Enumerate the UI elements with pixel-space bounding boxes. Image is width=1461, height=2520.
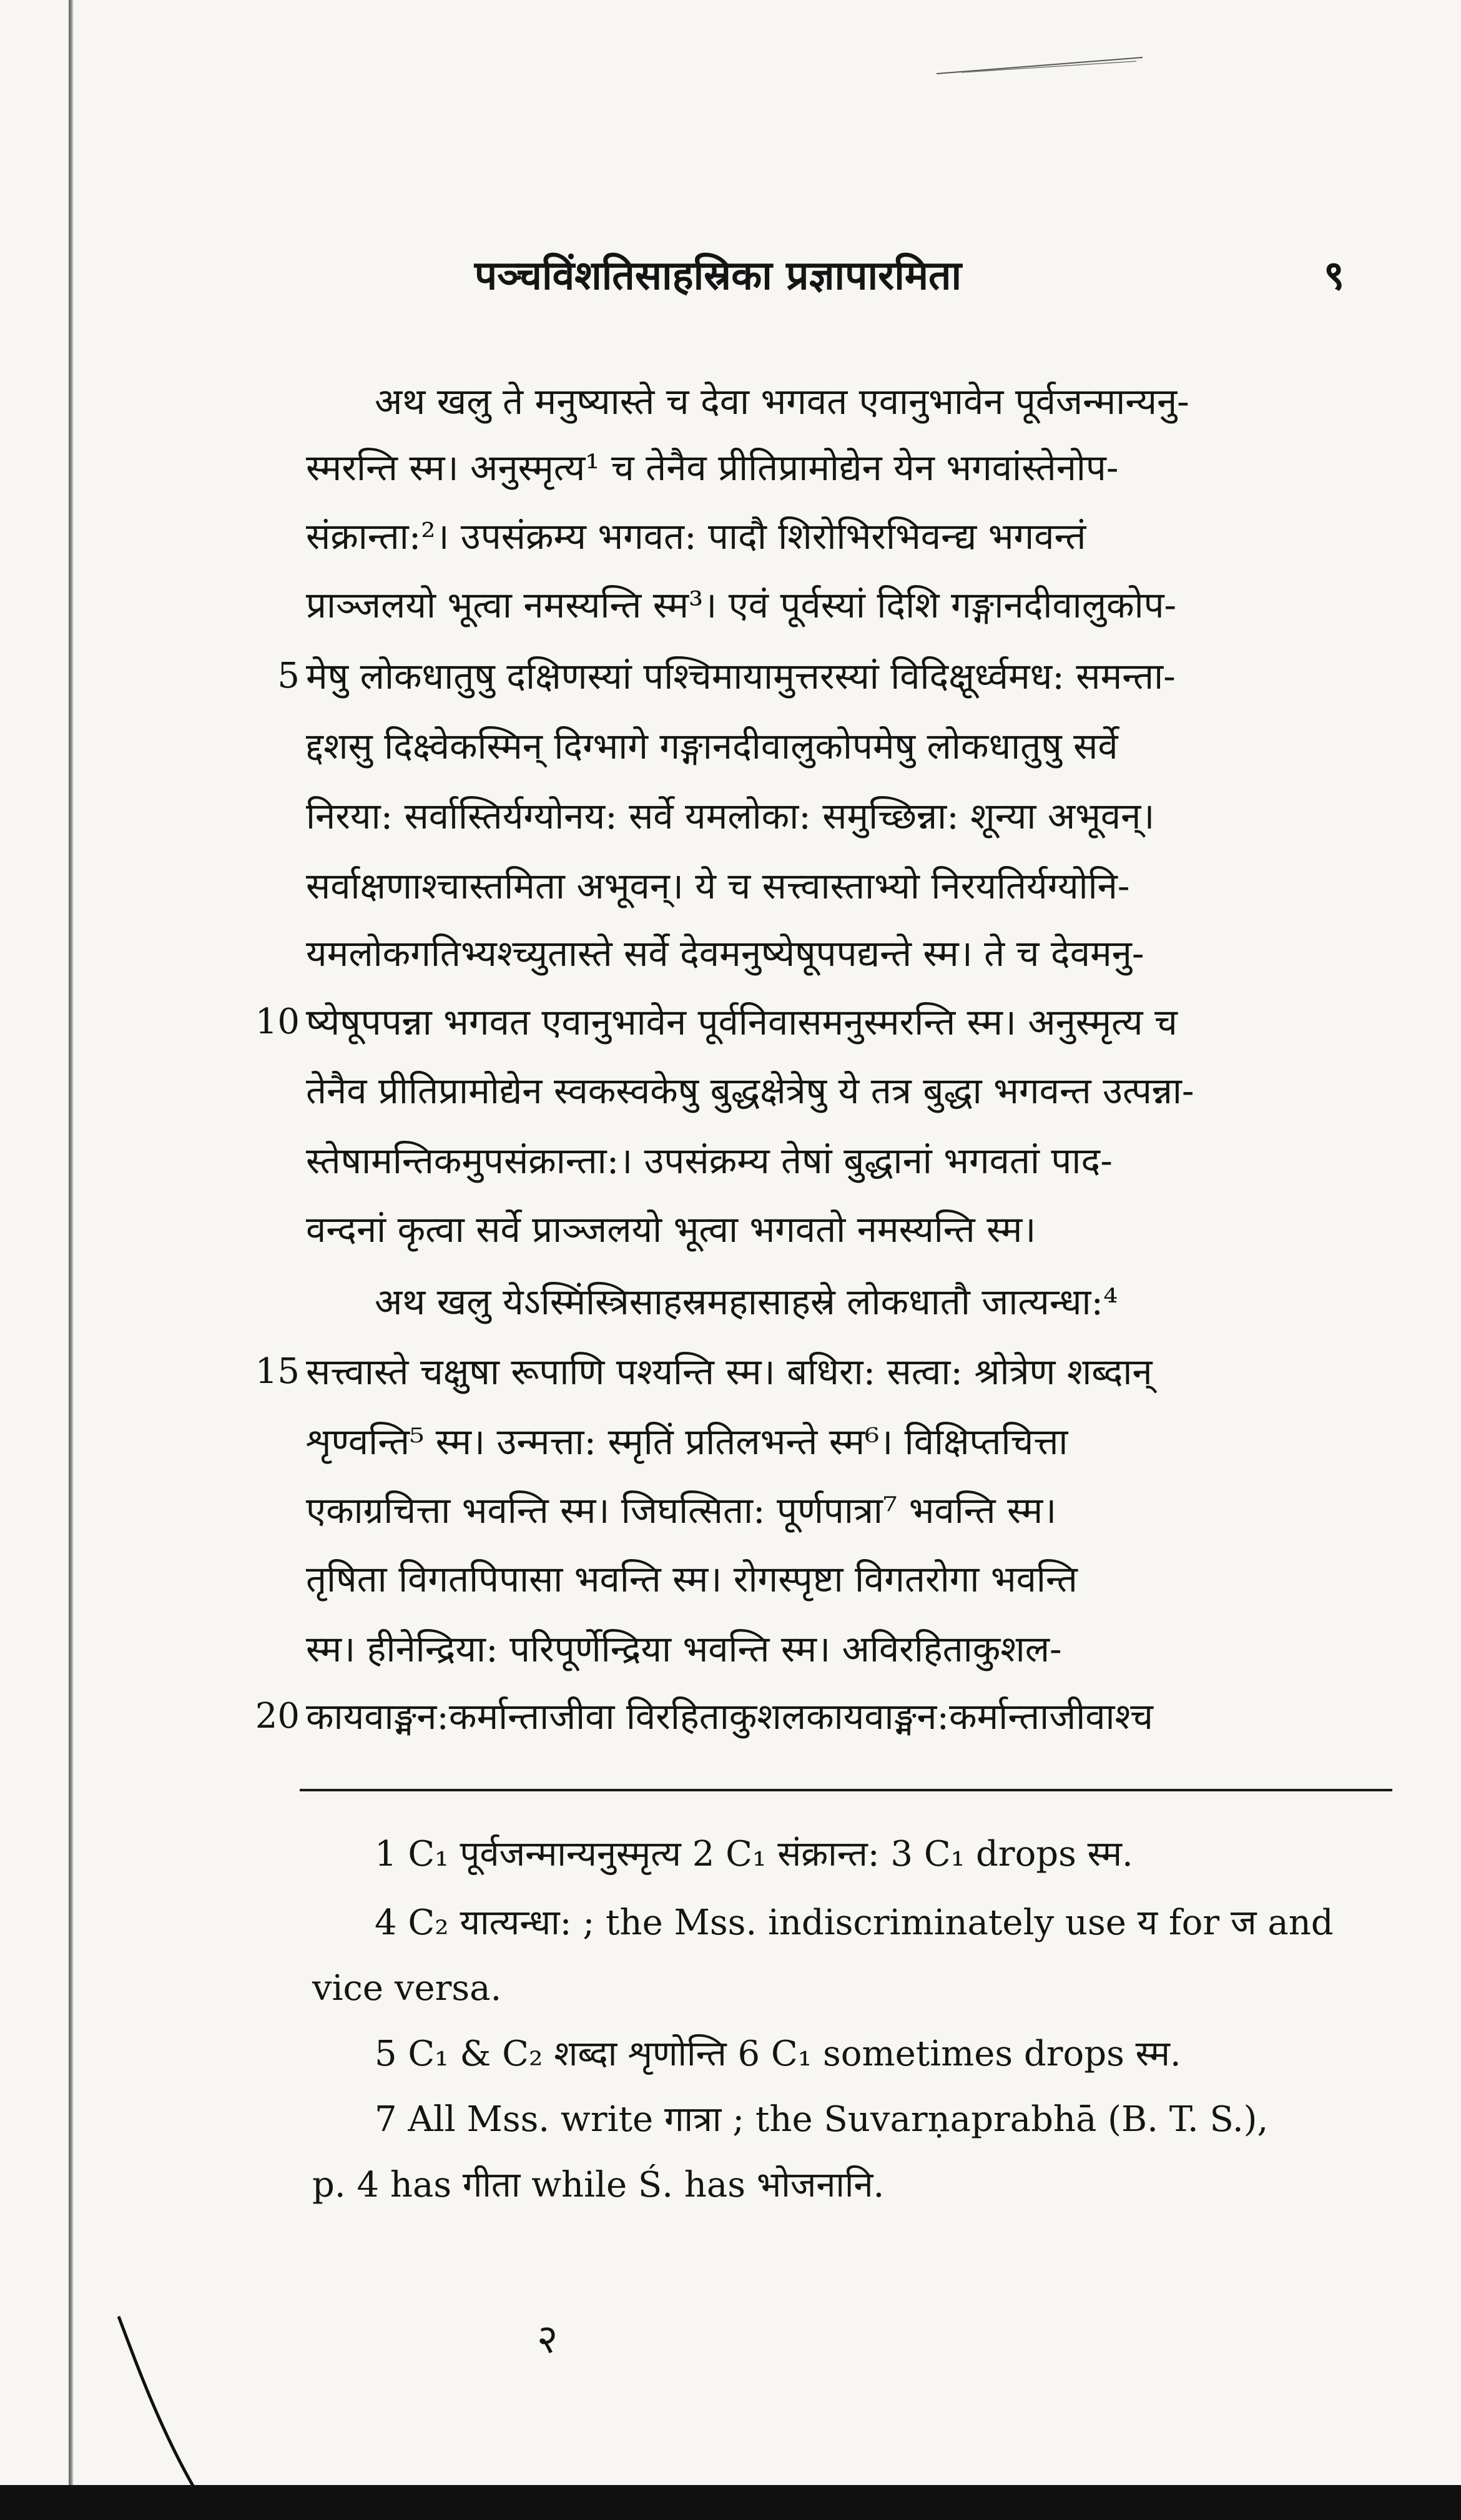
text-line: यमलोकगतिभ्यश्च्युतास्ते सर्वे देवमनुष्येषूपपद्यन्ते स्म। ते च देवमनु- [306, 932, 1144, 975]
footnote-line: 5 C₁ & C₂ शब्दा शृणोन्ति 6 C₁ sometimes drops स्म. [375, 2034, 1181, 2074]
text-line: ष्येषूपपन्ना भगवत एवानुभावेन पूर्वनिवासमनुस्मरन्ति स्म। अनुस्मृत्य च [306, 1001, 1178, 1043]
line-number: 10 [255, 1002, 300, 1042]
text-line: निरया: सर्वास्तिर्यग्योनय: सर्वे यमलोका: समुच्छिन्ना: शून्या अभूवन्। [306, 795, 1155, 837]
running-title: पञ्चविंशतिसाहस्रिका प्रज्ञापारमिता [474, 252, 962, 299]
line-number: 5 [277, 656, 300, 696]
text-line: मेषु लोकधातुषु दक्षिणस्यां पश्चिमायामुत्तरस्यां विदिक्षूर्ध्वमध: समन्ता- [306, 655, 1176, 697]
text-line: वन्दनां कृत्वा सर्वे प्राञ्जलयो भूत्वा भगवतो नमस्यन्ति स्म। [306, 1208, 1036, 1251]
line-number: 15 [255, 1351, 300, 1392]
text-line: स्तेषामन्तिकमुपसंक्रान्ता:। उपसंक्रम्य तेषां बुद्धानां भगवतां पाद- [306, 1139, 1113, 1182]
text-line: अथ खलु येऽस्मिंस्त्रिसाहस्रमहासाहस्रे लोकधातौ जात्यन्धा:⁴ [375, 1281, 1118, 1323]
page-number: ९ [1324, 252, 1345, 299]
text-line: तृषिता विगतपिपासा भवन्ति स्म। रोगस्पृष्टा विगतरोगा भवन्ति [306, 1558, 1078, 1600]
text-line: तेनैव प्रीतिप्रामोद्येन स्वकस्वकेषु बुद्धक्षेत्रेषु ये तत्र बुद्धा भगवन्त उत्पन्ना- [306, 1070, 1194, 1112]
footnote-line: 1 C₁ पूर्वजन्मान्यनुस्मृत्य 2 C₁ संक्रान्त: 3 C₁ drops स्म. [375, 1834, 1133, 1874]
text-line: प्राञ्जलयो भूत्वा नमस्यन्ति स्म³। एवं पूर्वस्यां दिशि गङ्गानदीवालुकोप- [306, 584, 1177, 626]
text-line: अथ खलु ते मनुष्यास्ते च देवा भगवत एवानुभावेन पूर्वजन्मान्यनु- [375, 380, 1189, 423]
scan-corner-stroke [112, 2310, 206, 2498]
scan-bottom-edge [0, 2485, 1461, 2520]
footnote-line: vice versa. [312, 1968, 502, 2009]
text-line: शृण्वन्ति⁵ स्म। उन्मत्ता: स्मृतिं प्रतिलभन्ते स्म⁶। विक्षिप्तचित्ता [306, 1420, 1068, 1463]
footnote-line: 4 C₂ यात्यन्धा: ; the Mss. indiscriminately use य for ज and [375, 1902, 1334, 1943]
text-line: सर्वाक्षणाश्चास्तमिता अभूवन्। ये च सत्त्वास्ताभ्यो निरयतिर्यग्योनि- [306, 865, 1130, 907]
text-line: द्दशसु दिक्ष्वेकस्मिन् दिग्भागे गङ्गानदीवालुकोपमेषु लोकधातुषु सर्वे [306, 725, 1118, 767]
scan-left-edge [69, 0, 74, 2485]
text-line: कायवाङ्मन:कर्मान्ताजीवा विरहिताकुशलकायवाङ्मन:कर्मान्ताजीवाश्च [306, 1695, 1154, 1738]
text-line: संक्रान्ता:²। उपसंक्रम्य भगवत: पादौ शिरोभिरभिवन्द्य भगवन्तं [306, 515, 1086, 558]
text-line: सत्त्वास्ते चक्षुषा रूपाणि पश्यन्ति स्म। बधिरा: सत्वा: श्रोत्रेण शब्दान् [306, 1351, 1153, 1393]
signature-mark: २ [537, 2316, 558, 2363]
text-line: स्मरन्ति स्म। अनुस्मृत्य¹ च तेनैव प्रीतिप्रामोद्येन येन भगवांस्तेनोप- [306, 446, 1119, 489]
text-line: स्म। हीनेन्द्रिया: परिपूर्णेन्द्रिया भवन्ति स्म। अविरहिताकुशल- [306, 1628, 1062, 1670]
scan-scratch-mark [937, 56, 1143, 75]
footnote-separator [300, 1789, 1392, 1791]
line-number: 20 [255, 1696, 300, 1736]
text-line: एकाग्रचित्ता भवन्ति स्म। जिघत्सिता: पूर्णपात्रा⁷ भवन्ति स्म। [306, 1489, 1057, 1532]
footnote-line: 7 All Mss. write गात्रा ; the Suvarṇaprabhā (B. T. S.), [375, 2099, 1269, 2140]
footnote-line: p. 4 has गीता while Ś. has भोजनानि. [312, 2165, 885, 2205]
